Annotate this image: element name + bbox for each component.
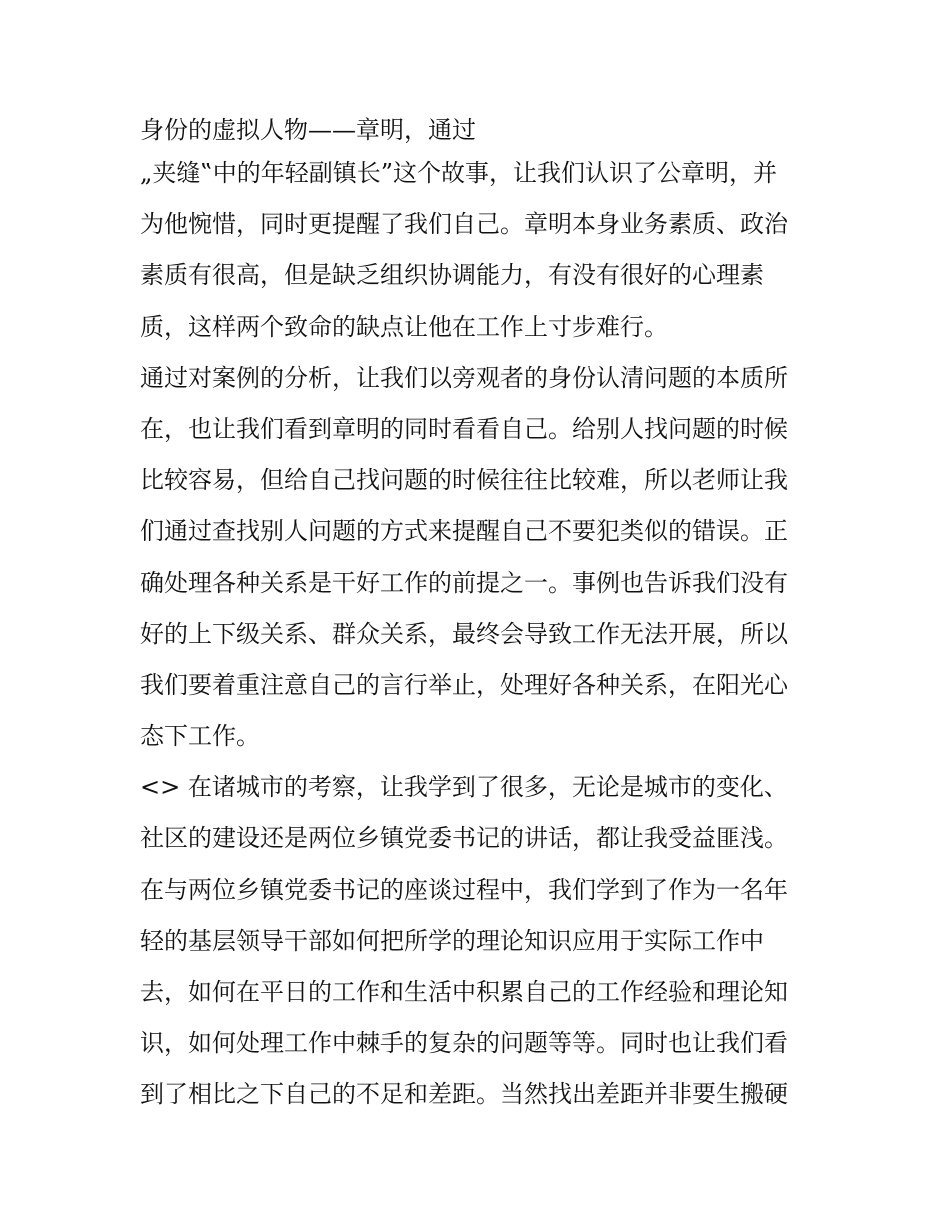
body-text (140, 110, 820, 1126)
text-line: 好的上下级关系、群众关系，最终会导致工作无法开展，所以 (140, 619, 788, 648)
text-line: 到了相比之下自己的不足和差距。当然找出差距并非要生搬硬 (140, 1080, 788, 1109)
text-line: 比较容易，但给自己找问题的时候往往比较难，所以老师让我 (140, 466, 788, 495)
text-line: 确处理各种关系是干好工作的前提之一。事例也告诉我们没有 (140, 568, 788, 597)
text-line: 识，如何处理工作中棘手的复杂的问题等等。同时也让我们看 (140, 1029, 788, 1058)
text-line: 素质有很高，但是缺乏组织协调能力，有没有很好的心理素 (140, 261, 764, 290)
text-line: 在与两位乡镇党委书记的座谈过程中，我们学到了作为一名年 (140, 875, 788, 904)
text-line: 们通过查找别人问题的方式来提醒自己不要犯类似的错误。正 (140, 517, 788, 546)
text-line: 社区的建设还是两位乡镇党委书记的讲话，都让我受益匪浅。 (140, 824, 788, 853)
text-line: 我们要着重注意自己的言行举止，处理好各种关系，在阳光心 (140, 670, 788, 699)
text-line: 为他惋惜，同时更提醒了我们自己。章明本身业务素质、政治 (140, 210, 788, 239)
text-line: 通过对案例的分析，让我们以旁观者的身份认清问题的本质所 (140, 363, 788, 392)
text-line: 轻的基层领导干部如何把所学的理论知识应用于实际工作中 (140, 926, 764, 955)
text-line: 身份的虚拟人物——章明，通过 (140, 116, 476, 144)
text-line: <> 在诸城市的考察，让我学到了很多，无论是城市的变化、 (140, 773, 788, 802)
text-line: 质，这样两个致命的缺点让他在工作上寸步难行。 (140, 312, 668, 341)
text-line: 态下工作。 (140, 722, 260, 751)
text-line: 在，也让我们看到章明的同时看看自己。给别人找问题的时候 (140, 414, 788, 443)
text-line: „夹缝‟中的年轻副镇长”这个故事，让我们认识了公章明，并 (140, 159, 777, 187)
text-line: 去，如何在平日的工作和生活中积累自己的工作经验和理论知 (140, 978, 788, 1006)
